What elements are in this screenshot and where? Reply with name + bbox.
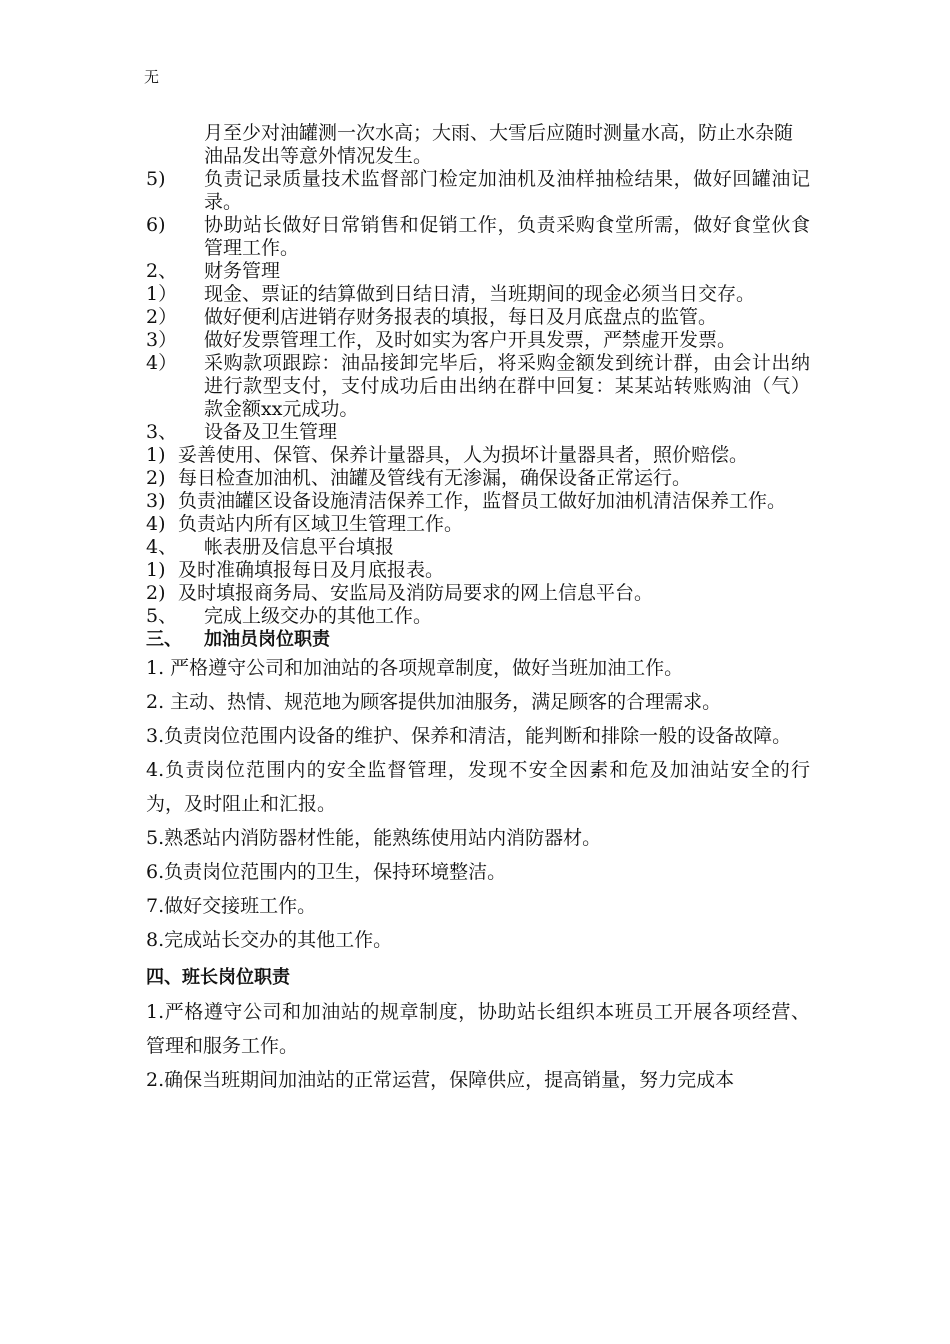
list-item: 6) 协助站长做好日常销售和促销工作，负责采购食堂所需，做好食堂伙食管理工作。	[146, 214, 810, 259]
paragraph: 1. 严格遵守公司和加油站的各项规章制度，做好当班加油工作。	[146, 657, 684, 679]
paragraph: 6.负责岗位范围内的卫生，保持环境整洁。	[146, 861, 507, 883]
continued-text: 月至少对油罐测一次水高；大雨、大雪后应随时测量水高，防止水杂随油品发出等意外情况发生。	[204, 122, 794, 167]
heading-3: 三、 加油员岗位职责	[146, 629, 330, 650]
paragraph: 2.确保当班期间加油站的正常运营，保障供应，提高销量，努力完成本	[146, 1069, 735, 1091]
paragraph: 5.熟悉站内消防器材性能，能熟练使用站内消防器材。	[146, 827, 602, 849]
list-item: 3) 负责油罐区设备设施清洁保养工作，监督员工做好加油机清洁保养工作。	[146, 490, 787, 512]
paragraph: 2. 主动、热情、规范地为顾客提供加油服务，满足顾客的合理需求。	[146, 691, 722, 713]
section-heading: 2、 财务管理	[146, 260, 281, 282]
page-header: 无	[144, 68, 160, 86]
list-item: 5) 负责记录质量技术监督部门检定加油机及油样抽检结果，做好回罐油记录。	[146, 168, 810, 213]
list-item: 1) 妥善使用、保管、保养计量器具，人为损坏计量器具者，照价赔偿。	[146, 444, 749, 466]
paragraph: 8.完成站长交办的其他工作。	[146, 929, 393, 951]
paragraph: 3.负责岗位范围内设备的维护、保养和清洁，能判断和排除一般的设备故障。	[146, 725, 792, 747]
list-item: 4） 采购款项跟踪：油品接卸完毕后，将采购金额发到统计群，由会计出纳进行款型支付，支付成功后由出纳在群中回复：某某站转账购油（气）款金额xx元成功。	[146, 352, 810, 420]
paragraph: 1.严格遵守公司和加油站的规章制度，协助站长组织本班员工开展各项经营、管理和服务工作。	[146, 1001, 810, 1057]
section-heading: 5、 完成上级交办的其他工作。	[146, 605, 433, 627]
heading-4: 四、班长岗位职责	[146, 967, 290, 988]
list-item: 1) 及时准确填报每日及月底报表。	[146, 559, 445, 581]
list-item: 2) 及时填报商务局、安监局及消防局要求的网上信息平台。	[146, 582, 654, 604]
list-item: 1） 现金、票证的结算做到日结日清，当班期间的现金必须当日交存。	[146, 283, 756, 305]
document-body	[146, 122, 810, 1097]
paragraph: 4.负责岗位范围内的安全监督管理，发现不安全因素和危及加油站安全的行为，及时阻止和汇报。	[146, 759, 810, 815]
list-item: 2) 每日检查加油机、油罐及管线有无渗漏，确保设备正常运行。	[146, 467, 692, 489]
list-item: 3） 做好发票管理工作，及时如实为客户开具发票，严禁虚开发票。	[146, 329, 737, 351]
list-item: 2） 做好便利店进销存财务报表的填报，每日及月底盘点的监管。	[146, 306, 718, 328]
list-item: 4) 负责站内所有区域卫生管理工作。	[146, 513, 464, 535]
section-heading: 3、 设备及卫生管理	[146, 421, 338, 443]
section-heading: 4、 帐表册及信息平台填报	[146, 536, 395, 558]
paragraph: 7.做好交接班工作。	[146, 895, 317, 917]
